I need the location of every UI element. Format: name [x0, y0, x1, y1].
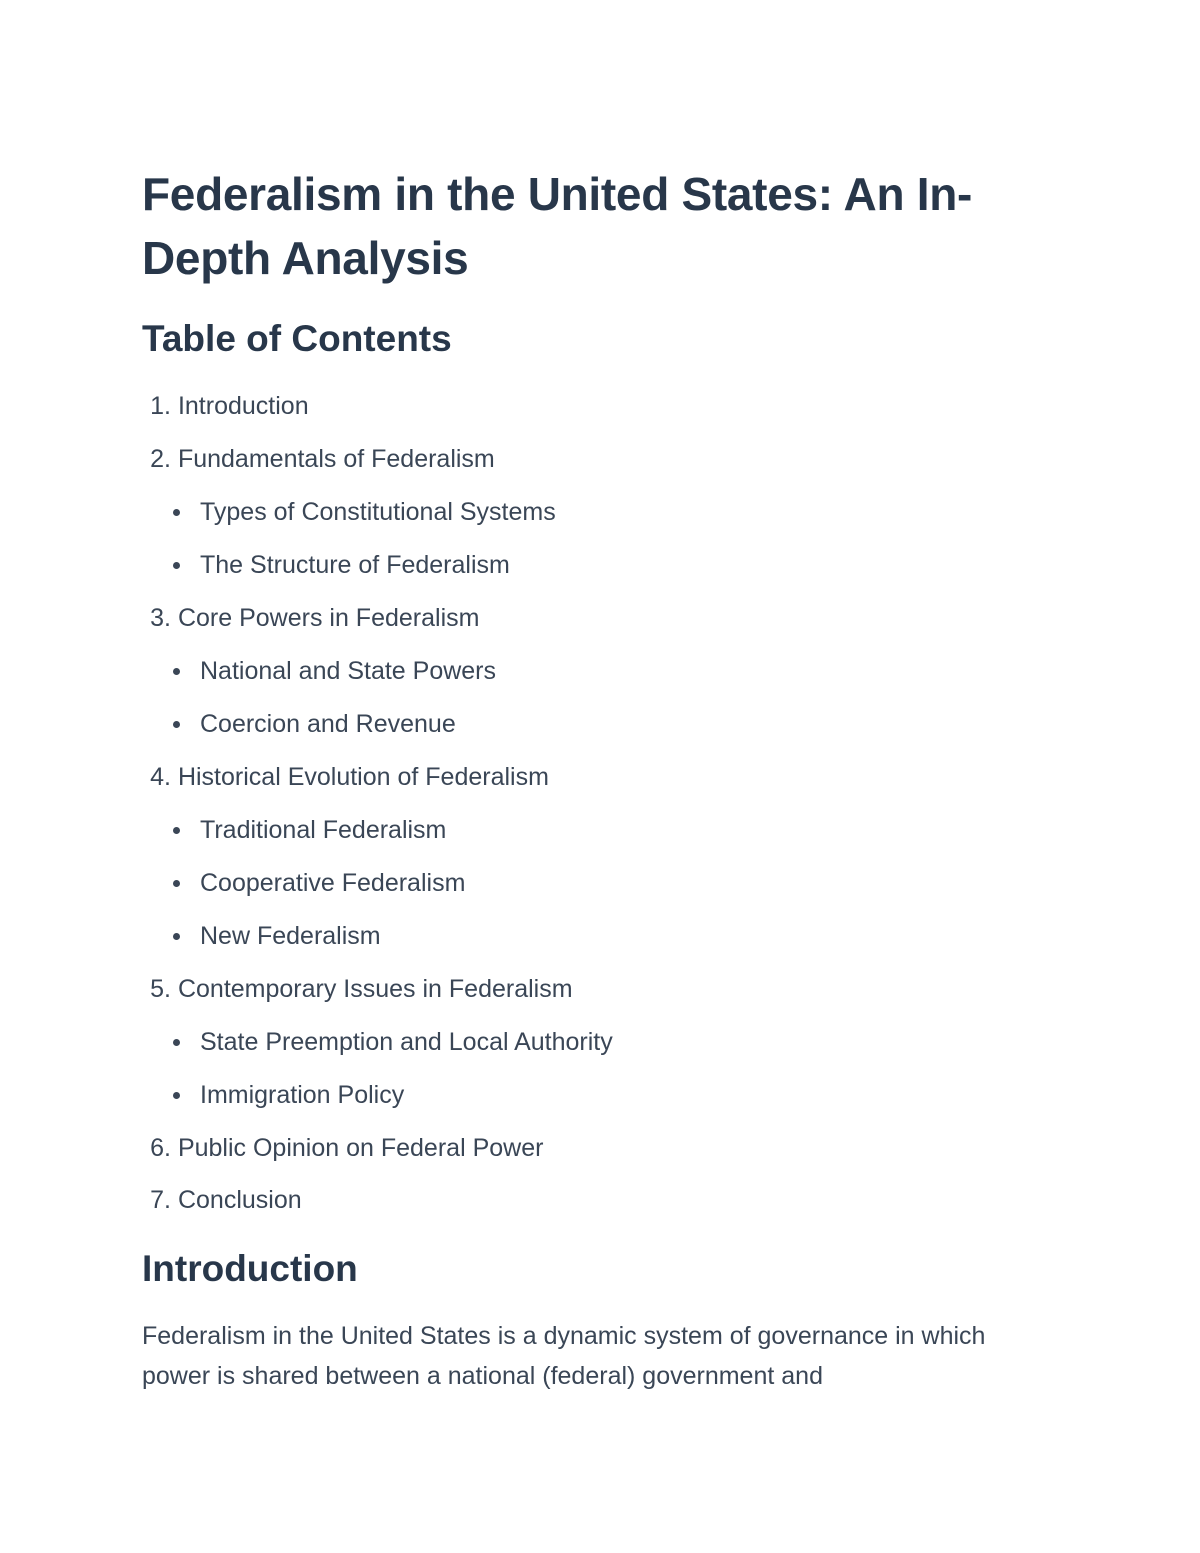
- toc-item-label: Contemporary Issues in Federalism: [177, 975, 573, 1003]
- toc-item-number: 1.: [150, 392, 171, 420]
- toc-item-number: 3.: [150, 604, 171, 632]
- toc-subitem-label: Traditional Federalism: [200, 816, 447, 844]
- toc-item-introduction[interactable]: [142, 389, 309, 423]
- bullet-icon: [173, 880, 180, 887]
- toc-item-label: Historical Evolution of Federalism: [177, 763, 549, 791]
- toc-item-label: Public Opinion on Federal Power: [177, 1134, 544, 1162]
- toc-item-public-opinion[interactable]: [142, 1131, 543, 1165]
- introduction-paragraph: Federalism in the United States is a dynamic system of governance in which power is shared between a national (federal) government and: [142, 1322, 986, 1390]
- toc-item-contemporary-issues[interactable]: [142, 972, 573, 1006]
- introduction-heading: Introduction: [142, 1248, 358, 1289]
- bullet-icon: [173, 721, 180, 728]
- bullet-icon: [173, 509, 180, 516]
- document-title: Federalism in the United States: An In-Depth Analysis: [142, 168, 973, 284]
- toc-item-label: Introduction: [177, 392, 309, 420]
- toc-subitem-label: State Preemption and Local Authority: [200, 1028, 613, 1056]
- toc-subitem-label: Coercion and Revenue: [200, 710, 456, 738]
- bullet-icon: [173, 562, 180, 569]
- toc-subitem-label: Cooperative Federalism: [200, 869, 466, 897]
- toc-item-conclusion[interactable]: [142, 1183, 302, 1217]
- bullet-icon: [173, 1092, 180, 1099]
- toc-subitem-label: The Structure of Federalism: [200, 551, 510, 579]
- toc-item-number: 6.: [150, 1134, 171, 1162]
- toc-item-number: 5.: [150, 975, 171, 1003]
- bullet-icon: [173, 933, 180, 940]
- toc-item-number: 4.: [150, 763, 171, 791]
- toc-item-number: 7.: [150, 1186, 171, 1214]
- toc-item-label: Fundamentals of Federalism: [177, 445, 495, 473]
- toc-item-fundamentals[interactable]: [142, 442, 495, 476]
- toc-subitem-label: National and State Powers: [200, 657, 497, 685]
- toc-item-label: Conclusion: [177, 1186, 302, 1214]
- toc-item-core-powers[interactable]: [142, 601, 479, 635]
- toc-item-number: 2.: [150, 445, 171, 473]
- toc-subitem-label: Immigration Policy: [200, 1081, 405, 1109]
- bullet-icon: [173, 668, 180, 675]
- toc-subitem-label: Types of Constitutional Systems: [200, 498, 556, 526]
- toc-item-historical-evolution[interactable]: [142, 760, 549, 794]
- bullet-icon: [173, 1039, 180, 1046]
- toc-subitem-label: New Federalism: [200, 922, 381, 950]
- toc-heading: Table of Contents: [142, 318, 452, 359]
- toc-item-label: Core Powers in Federalism: [177, 604, 480, 632]
- bullet-icon: [173, 827, 180, 834]
